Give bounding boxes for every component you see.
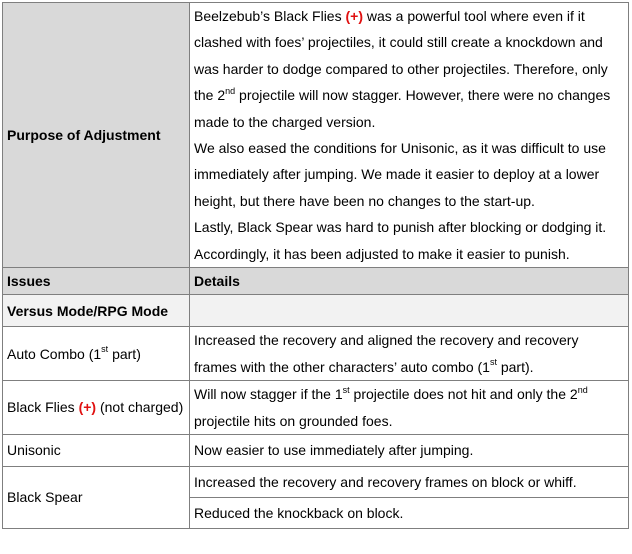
issue-auto-combo: Auto Combo (1st part) (3, 327, 190, 381)
section-label: Versus Mode/RPG Mode (3, 295, 190, 327)
plus-marker: (+) (78, 399, 97, 416)
issues-header: Issues (3, 268, 190, 295)
purpose-p3: Lastly, Black Spear was hard to punish after blocking or dodging it. Accordingly, it has been adjusted to make it easier to punish. (194, 219, 607, 262)
purpose-p2: We also eased the conditions for Unisonic, as it was difficult to use immediately after jumping. We made it easier to deploy at a lower height, but there have been no changes to the start-up. (194, 140, 606, 209)
detail-black-spear-2: Reduced the knockback on block. (190, 498, 629, 529)
issue-black-flies: Black Flies (+) (not charged) (3, 381, 190, 435)
purpose-p1: Beelzebub’s Black Flies (+) was a powerful tool where even if it clashed with foes’ projectiles, it could still create a knockdown and was harder to dodge compared to other projectiles. Therefore, only the 2nd projectile will now stagger. However, there were no changes made to the charged version. (194, 8, 611, 130)
issue-black-spear: Black Spear (3, 467, 190, 529)
table-row-unisonic (3, 435, 629, 467)
details-header: Details (190, 268, 629, 295)
purpose-row (3, 3, 629, 268)
purpose-text (190, 3, 629, 268)
header-row (3, 268, 629, 295)
table-row-black-flies (3, 381, 629, 435)
adjustment-table (2, 2, 629, 529)
plus-marker: (+) (345, 8, 363, 24)
section-empty (190, 295, 629, 327)
table-row-auto-combo (3, 327, 629, 381)
issue-unisonic: Unisonic (3, 435, 190, 467)
detail-black-spear-1: Increased the recovery and recovery frames on block or whiff. (190, 467, 629, 498)
table-row-black-spear (3, 467, 629, 498)
section-row (3, 295, 629, 327)
detail-unisonic: Now easier to use immediately after jumping. (190, 435, 629, 467)
purpose-label: Purpose of Adjustment (3, 3, 190, 268)
detail-black-flies: Will now stagger if the 1st projectile does not hit and only the 2nd projectile hits on grounded foes. (190, 381, 629, 435)
detail-auto-combo: Increased the recovery and aligned the recovery and recovery frames with the other characters’ auto combo (1st part). (190, 327, 629, 381)
